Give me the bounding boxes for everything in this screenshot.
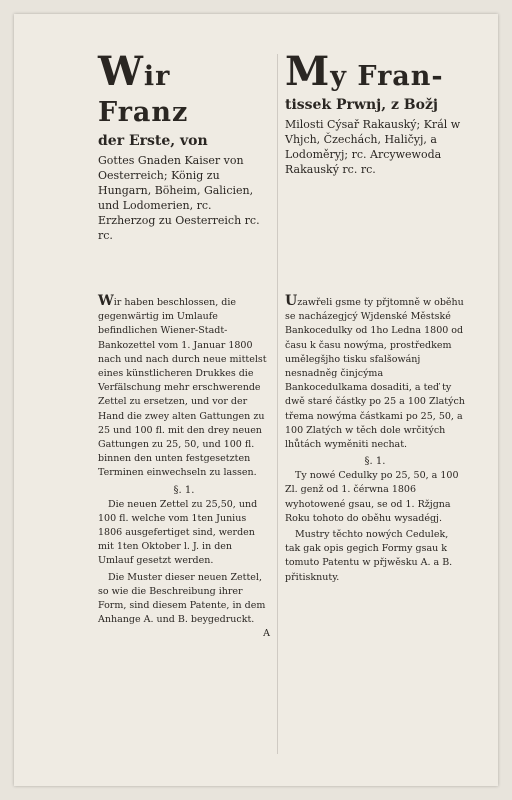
german-paragraph-2: Die neuen Zettel zu 25,50, und 100 fl. welche vom 1ten Junius 1806 ausgefertiget sind, werden mit 1ten Oktober l. J. in den Umlauf gesetzt werden. xyxy=(98,498,258,567)
german-section-heading: §. 1. xyxy=(173,484,195,496)
german-paragraph-3 xyxy=(98,571,270,640)
german-paragraph-1-initial: W xyxy=(98,293,114,309)
catchword: A xyxy=(263,628,270,640)
german-paragraph-1 xyxy=(98,294,270,481)
german-paragraph-1-text: ir haben beschlossen, die gegenwärtig im Umlaufe befindlichen Wiener-Stadt-Bankozettel vom 1. Januar 1800 nach und nach durch neue mittelst eines künstlicheren Drukkes die Verfälschung mehr erschwerende Zettel zu ersetzen, und vor der Hand die zwey alten Gattungen zu 25 und 100 fl. mit den drey neuen Gattungen zu 25, 50, und 100 fl. binnen den unten festgesetzten Terminen einwechseln zu lassen. xyxy=(98,297,267,479)
german-column xyxy=(98,48,270,243)
german-title-initial: W xyxy=(98,48,144,95)
column-divider xyxy=(277,54,278,754)
czech-paragraph-1 xyxy=(285,294,465,452)
czech-title xyxy=(285,48,465,95)
czech-title-initial: M xyxy=(285,48,331,95)
czech-paragraph-2: Ty nowé Cedulky po 25, 50, a 100 Zl. genž od 1. čérwna 1806 wyhotowené gsau, se od 1. Ržjgna Roku tohoto do oběhu wysadégj. xyxy=(285,470,459,524)
czech-paragraph-3: Mustry těchto nowých Cedulek, tak gak opis gegich Formy gsau k tomuto Patentu w přjwěsku A. a B. přitisknuty. xyxy=(285,529,453,583)
german-title-rest: ir Franz xyxy=(98,61,189,128)
czech-title-rest: y Fran- xyxy=(330,61,444,92)
german-intro: Gottes Gnaden Kaiser von Oesterreich; König zu Hungarn, Böheim, Galicien, und Lodomerien, rc. Erzherzog zu Oesterreich rc. rc. xyxy=(98,154,260,242)
document-page xyxy=(14,14,498,786)
czech-subtitle: tissek Prwnj, z Božj xyxy=(285,97,438,113)
german-body xyxy=(98,294,270,642)
czech-section-heading: §. 1. xyxy=(364,456,386,468)
german-title xyxy=(98,48,270,131)
czech-intro: Milosti Cýsař Rakauský; Král w Vhjch, Čzechách, Haličyj, a Lodoměryj; rc. Arcywewoda Rakauský rc. rc. xyxy=(285,118,461,176)
czech-paragraph-1-initial: U xyxy=(285,293,298,309)
czech-body xyxy=(285,294,465,585)
german-paragraph-3-text: Die Muster dieser neuen Zettel, so wie die Beschreibung ihrer Form, sind diesem Patente, in dem Anhange A. und B. beygedruckt. xyxy=(98,571,266,626)
czech-column xyxy=(285,48,465,177)
czech-paragraph-1-text: zawřeli gsme ty přjtomně w oběhu se nacházegjcý Wjdenské Městské Bankocedulky od 1ho Ledna 1800 od času k času nowýma, prostředkem umělegšjho tisku sfalšowánj nesnadněg činjcýma Bankocedulkama dosaditi, a teď ty dwě staré částky po 25 a 100 Zlatých třema nowýma částkami po 25, 50, a 100 Zlatých w těch dole wrčitých lhůtách wyměniti nechat. xyxy=(285,297,465,451)
german-subtitle: der Erste, von xyxy=(98,133,208,149)
